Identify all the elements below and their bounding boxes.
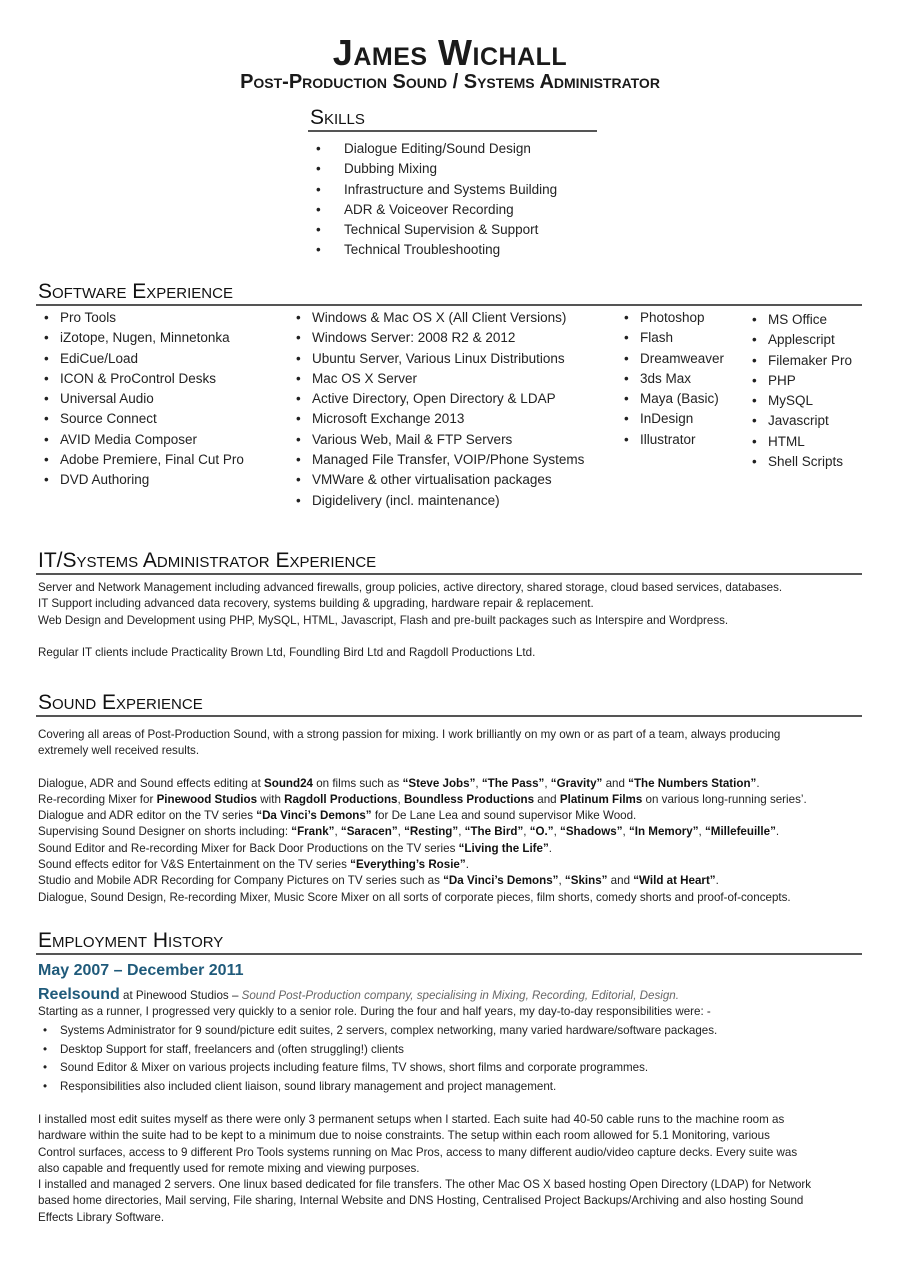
it-line: Server and Network Management including advanced firewalls, group policies, active directory, shared storage, cloud based services, databases.: [38, 581, 783, 594]
credit-highlight: Pinewood Studios: [156, 792, 258, 806]
employment-bullet: • Systems Administrator for 9 sound/picture edit suites, 2 servers, complex networking, many varied hardware/software packages.: [38, 1022, 717, 1041]
credit-text: and: [534, 792, 560, 806]
employment-detail-line: based home directories, Mail serving, File sharing, Internal Website and DNS Hosting, Centralised Project Backups/Archiving and also hosting Sound: [38, 1194, 804, 1208]
employment-details: [38, 1112, 811, 1226]
credit-highlight: Ragdoll Productions: [284, 792, 398, 806]
credit-highlight: “Resting”: [404, 825, 459, 839]
it-body: [38, 580, 782, 661]
sound-credit-line: [38, 808, 807, 824]
software-item: • Windows & Mac OS X (All Client Versions): [290, 308, 584, 328]
employment-detail-line: Control surfaces, access to 9 different Pro Tools systems running on Mac Pros, access to many different audio/video capture decks. Every suite was: [38, 1145, 798, 1159]
credit-text: Studio and Mobile ADR Recording for Company Pictures on TV series such as: [38, 874, 444, 888]
credit-highlight: Boundless Productions: [403, 792, 535, 806]
software-col-1: [38, 308, 244, 491]
software-item: • Flash: [618, 328, 724, 348]
software-item: • Applescript: [746, 330, 852, 350]
credit-text: ,: [553, 825, 561, 839]
employment-bullet: • Responsibilities also included client liaison, sound library management and project management.: [38, 1078, 717, 1097]
employment-detail-line: I installed most edit suites myself as there were only 3 permanent setups when I started. Each suite had 40-50 cable runs to the machine room as: [38, 1113, 785, 1126]
software-item: • Adobe Premiere, Final Cut Pro: [38, 450, 244, 470]
company-name: Reelsound: [38, 986, 120, 1003]
credit-text: for De Lane Lea and sound supervisor Mike Wood.: [371, 809, 637, 823]
sound-credit-line: [38, 792, 807, 808]
credit-text: .: [756, 776, 760, 790]
credit-text: with: [257, 792, 285, 806]
software-item: • VMWare & other virtualisation packages: [290, 470, 584, 490]
credit-text: on films such as: [312, 776, 403, 790]
employment-bullet: • Sound Editor & Mixer on various projects including feature films, TV shows, short films and corporate programmes.: [38, 1059, 717, 1078]
software-item: • HTML: [746, 432, 852, 452]
software-heading: Software Experience: [36, 280, 862, 306]
software-item: • Digidelivery (incl. maintenance): [290, 491, 584, 511]
it-line: IT Support including advanced data recovery, systems building & upgrading, hardware repair & replacement.: [38, 597, 594, 611]
credit-text: ,: [397, 825, 405, 839]
skill-item: • Infrastructure and Systems Building: [308, 180, 557, 200]
credit-highlight: “Millefeuille”: [705, 825, 776, 839]
sound-credit-line: [38, 776, 807, 792]
it-line: Web Design and Development using PHP, MySQL, HTML, Javascript, Flash and pre-built packages such as Interspire and Wordpress.: [38, 613, 729, 627]
credit-text: ,: [523, 825, 530, 839]
software-item: • iZotope, Nugen, Minnetonka: [38, 328, 244, 348]
credit-text: ,: [558, 874, 565, 888]
company-description: Sound Post-Production company, specialising in Mixing, Recording, Editorial, Design.: [241, 989, 679, 1002]
software-item: • Ubuntu Server, Various Linux Distributions: [290, 349, 584, 369]
candidate-name: James Wichall: [332, 32, 568, 73]
credit-highlight: “Frank”: [291, 825, 335, 839]
it-heading: IT/Systems Administrator Experience: [36, 549, 862, 575]
sound-credit-line: [38, 857, 807, 873]
credit-highlight: “Da Vinci’s Demons”: [256, 809, 372, 823]
credit-text: Dialogue, Sound Design, Re-recording Mixer, Music Score Mixer on all sorts of corporate pieces, film shorts, comedy shorts and proof-of-concepts.: [38, 890, 791, 904]
credit-text: ,: [397, 792, 404, 806]
skill-item: • Dubbing Mixing: [308, 159, 557, 179]
credit-text: ,: [475, 776, 482, 790]
credit-text: Supervising Sound Designer on shorts including:: [38, 825, 292, 839]
software-item: • 3ds Max: [618, 369, 724, 389]
credit-text: Re-recording Mixer for: [38, 792, 157, 806]
credit-highlight: “Everything’s Rosie”: [350, 858, 466, 872]
employment-detail-line: hardware within the suite had to be kept to a minimum due to noise constraints. The setup within each room allowed for 5.1 Monitoring, various: [38, 1129, 770, 1143]
software-item: • Active Directory, Open Directory & LDAP: [290, 389, 584, 409]
job-title: Post-Production Sound / Systems Administrator: [240, 71, 660, 93]
credit-highlight: Platinum Films: [559, 792, 643, 806]
credit-text: and: [602, 776, 629, 790]
employment-detail-line: Effects Library Software.: [38, 1210, 165, 1224]
software-item: • PHP: [746, 371, 852, 391]
employment-detail-line: I installed and managed 2 servers. One linux based dedicated for file transfers. The other Mac OS X based hosting Open Directory (LDAP) for Network: [38, 1178, 812, 1192]
software-item: • Various Web, Mail & FTP Servers: [290, 430, 584, 450]
skill-item: • Technical Troubleshooting: [308, 240, 557, 260]
credit-highlight: “Living the Life”: [458, 841, 549, 855]
credit-highlight: “The Numbers Station”: [628, 776, 757, 790]
sound-credits: [38, 776, 807, 906]
employment-date: May 2007 – December 2011: [38, 962, 244, 979]
software-item: • MS Office: [746, 310, 852, 330]
sound-intro: extremely well received results.: [38, 744, 200, 758]
credit-highlight: “Shadows”: [560, 825, 623, 839]
credit-text: .: [775, 825, 780, 839]
sound-credit-line: [38, 873, 807, 889]
skills-list: [308, 139, 557, 261]
credit-highlight: “Wild at Heart”: [633, 874, 716, 888]
credit-text: ,: [544, 776, 551, 790]
employment-intro: Starting as a runner, I progressed very quickly to a senior role. During the four and half years, my day-to-day responsibilities were: -: [38, 1005, 711, 1018]
employment-heading: Employment History: [36, 929, 862, 955]
credit-text: ,: [622, 825, 629, 839]
credit-highlight: “The Pass”: [481, 776, 545, 790]
credit-text: and: [607, 874, 634, 888]
it-clients: Regular IT clients include Practicality Brown Ltd, Foundling Bird Ltd and Ragdoll Productions Ltd.: [38, 645, 536, 659]
software-item: • Illustrator: [618, 430, 724, 450]
company-location: at Pinewood Studios –: [119, 989, 242, 1002]
credit-text: .: [715, 874, 719, 888]
employment-bullets: [38, 1022, 717, 1096]
software-item: • Source Connect: [38, 409, 244, 429]
credit-highlight: “The Bird”: [464, 825, 524, 839]
software-item: • Mac OS X Server: [290, 369, 584, 389]
software-col-4: [746, 310, 852, 472]
credit-highlight: “Steve Jobs”: [402, 776, 476, 790]
employment-bullet: • Desktop Support for staff, freelancers and (often struggling!) clients: [38, 1041, 717, 1060]
credit-text: Sound Editor and Re-recording Mixer for Back Door Productions on the TV series: [38, 841, 459, 855]
skill-item: • Technical Supervision & Support: [308, 220, 557, 240]
credit-highlight: “Da Vinci’s Demons”: [443, 874, 559, 888]
software-item: • Managed File Transfer, VOIP/Phone Systems: [290, 450, 584, 470]
credit-text: ,: [458, 825, 465, 839]
credit-highlight: “Gravity”: [550, 776, 603, 790]
sound-intro: Covering all areas of Post-Production Sound, with a strong passion for mixing. I work brilliantly on my own or as part of a team, always producing: [38, 728, 781, 741]
skill-item: • Dialogue Editing/Sound Design: [308, 139, 557, 159]
credit-text: .: [465, 858, 469, 872]
sound-credit-line: [38, 824, 807, 840]
credit-highlight: “Saracen”: [340, 825, 398, 839]
software-item: • EdiCue/Load: [38, 349, 244, 369]
software-item: • Universal Audio: [38, 389, 244, 409]
software-item: • Windows Server: 2008 R2 & 2012: [290, 328, 584, 348]
credit-text: Sound effects editor for V&S Entertainment on the TV series: [38, 858, 351, 872]
sound-credit-line: [38, 841, 807, 857]
software-item: • AVID Media Composer: [38, 430, 244, 450]
software-col-2: [290, 308, 584, 511]
software-item: • Shell Scripts: [746, 452, 852, 472]
software-item: • Javascript: [746, 411, 852, 431]
employment-company-line: [38, 986, 679, 1005]
software-item: • Microsoft Exchange 2013: [290, 409, 584, 429]
software-item: • Filemaker Pro: [746, 351, 852, 371]
software-item: • Dreamweaver: [618, 349, 724, 369]
software-item: • Photoshop: [618, 308, 724, 328]
software-col-3: [618, 308, 724, 450]
credit-text: ,: [334, 825, 341, 839]
credit-text: .: [548, 841, 553, 855]
employment-detail-line: also capable and frequently used for remote mixing and viewing purposes.: [38, 1161, 420, 1175]
software-item: • Maya (Basic): [618, 389, 724, 409]
software-item: • Pro Tools: [38, 308, 244, 328]
credit-text: ,: [698, 825, 705, 839]
credit-text: Dialogue, ADR and Sound effects editing at: [38, 776, 265, 790]
software-item: • MySQL: [746, 391, 852, 411]
sound-credit-line: [38, 890, 807, 906]
credit-highlight: “Skins”: [564, 874, 608, 888]
credit-text: on various long-running series’.: [642, 792, 807, 806]
software-item: • ICON & ProControl Desks: [38, 369, 244, 389]
skills-heading: Skills: [308, 106, 597, 132]
skill-item: • ADR & Voiceover Recording: [308, 200, 557, 220]
credit-highlight: Sound24: [264, 776, 313, 790]
credit-highlight: “In Memory”: [628, 825, 699, 839]
software-item: • DVD Authoring: [38, 470, 244, 490]
software-item: • InDesign: [618, 409, 724, 429]
credit-text: Dialogue and ADR editor on the TV series: [38, 809, 257, 823]
sound-heading: Sound Experience: [36, 691, 862, 717]
credit-highlight: “O.”: [529, 825, 554, 839]
sound-body: [38, 727, 807, 906]
